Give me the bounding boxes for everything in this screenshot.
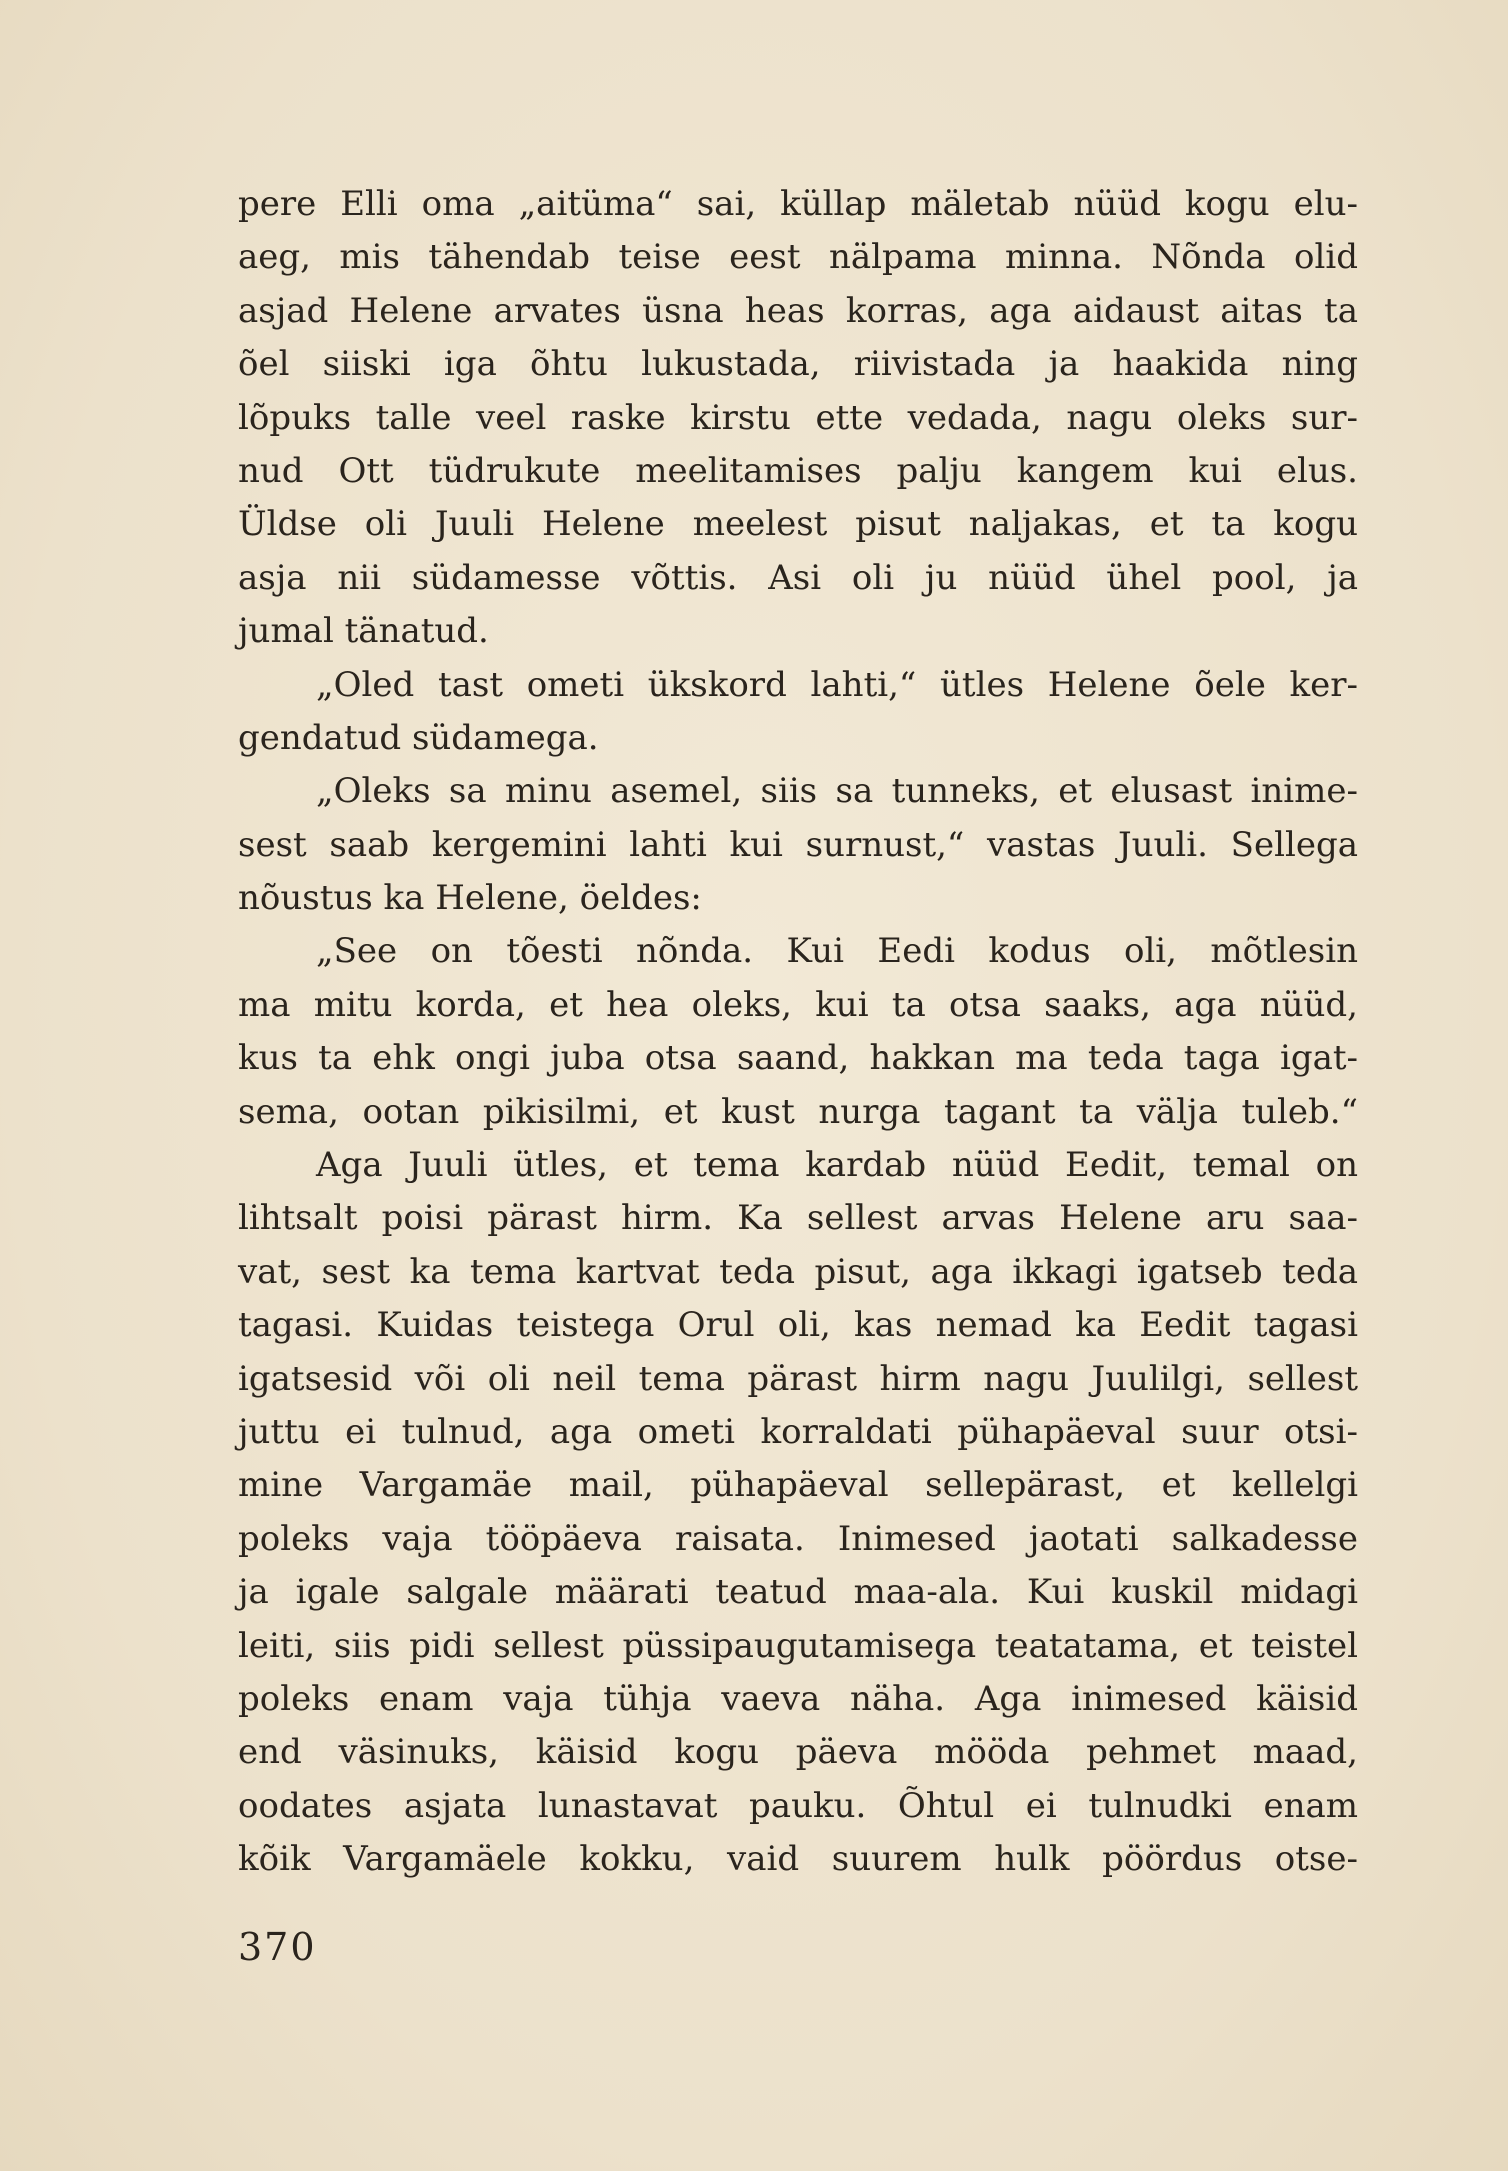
text-line: asjad Helene arvates üsna heas korras, aga aidaust aitas ta <box>238 290 1358 331</box>
text-line: pere Elli oma „aitüma“ sai, küllap mäletab nüüd kogu elu- <box>238 184 1358 224</box>
text-line: ma mitu korda, et hea oleks, kui ta otsa saaks, aga nüüd, <box>238 984 1358 1025</box>
text-line: asja nii südamesse võttis. Asi oli ju nüüd ühel pool, ja <box>238 557 1358 598</box>
text-line: tagasi. Kuidas teistega Orul oli, kas nemad ka Eedit tagasi <box>238 1305 1358 1346</box>
page-number: 370 <box>238 1925 317 1969</box>
text-line: „Oleks sa minu asemel, siis sa tunneks, et elusast inime- <box>316 771 1358 812</box>
text-line: õel siiski iga õhtu lukustada, riivistada ja haakida ning <box>238 344 1358 385</box>
text-line: oodates asjata lunastavat pauku. Õhtul ei tulnudki enam <box>238 1785 1358 1826</box>
text-line: nud Ott tüdrukute meelitamises palju kangem kui elus. <box>238 450 1358 491</box>
text-line: mine Vargamäe mail, pühapäeval sellepärast, et kellelgi <box>238 1465 1358 1506</box>
text-line: ja igale salgale määrati teatud maa-ala. Kui kuskil midagi <box>238 1572 1358 1613</box>
text-line: lihtsalt poisi pärast hirm. Ka sellest arvas Helene aru saa- <box>238 1198 1358 1239</box>
text-line: juttu ei tulnud, aga ometi korraldati pühapäeval suur otsi- <box>238 1411 1358 1452</box>
text-line: end väsinuks, käisid kogu päeva mööda pehmet maad, <box>238 1732 1358 1773</box>
text-line: jumal tänatud. <box>238 611 489 652</box>
text-line: Aga Juuli ütles, et tema kardab nüüd Eedit, temal on <box>316 1145 1358 1186</box>
text-line: poleks enam vaja tühja vaeva näha. Aga inimesed käisid <box>238 1678 1358 1719</box>
text-line: poleks vaja tööpäeva raisata. Inimesed jaotati salkadesse <box>238 1518 1358 1559</box>
text-line: igatsesid või oli neil tema pärast hirm nagu Juulilgi, sellest <box>238 1358 1358 1399</box>
text-line: Üldse oli Juuli Helene meelest pisut naljakas, et ta kogu <box>238 504 1358 545</box>
text-line: vat, sest ka tema kartvat teda pisut, aga ikkagi igatseb teda <box>238 1251 1358 1292</box>
text-line: lõpuks talle veel raske kirstu ette vedada, nagu oleks sur- <box>238 397 1358 438</box>
body-text <box>238 178 1358 1887</box>
text-line: aeg, mis tähendab teise eest nälpama minna. Nõnda olid <box>238 237 1358 278</box>
text-line: kõik Vargamäele kokku, vaid suurem hulk pöördus otse- <box>238 1839 1358 1880</box>
text-line: „See on tõesti nõnda. Kui Eedi kodus oli, mõtlesin <box>316 931 1358 972</box>
text-line: kus ta ehk ongi juba otsa saand, hakkan ma teda taga igat- <box>238 1038 1358 1079</box>
text-line: „Oled tast ometi ükskord lahti,“ ütles Helene õele ker- <box>316 664 1358 705</box>
text-line: nõustus ka Helene, öeldes: <box>238 878 702 919</box>
text-line: gendatud südamega. <box>238 717 599 758</box>
text-line: sest saab kergemini lahti kui surnust,“ vastas Juuli. Sellega <box>238 824 1358 865</box>
text-line: leiti, siis pidi sellest püssipaugutamisega teatatama, et teistel <box>238 1625 1358 1666</box>
text-line: sema, ootan pikisilmi, et kust nurga tagant ta välja tuleb.“ <box>238 1091 1358 1132</box>
